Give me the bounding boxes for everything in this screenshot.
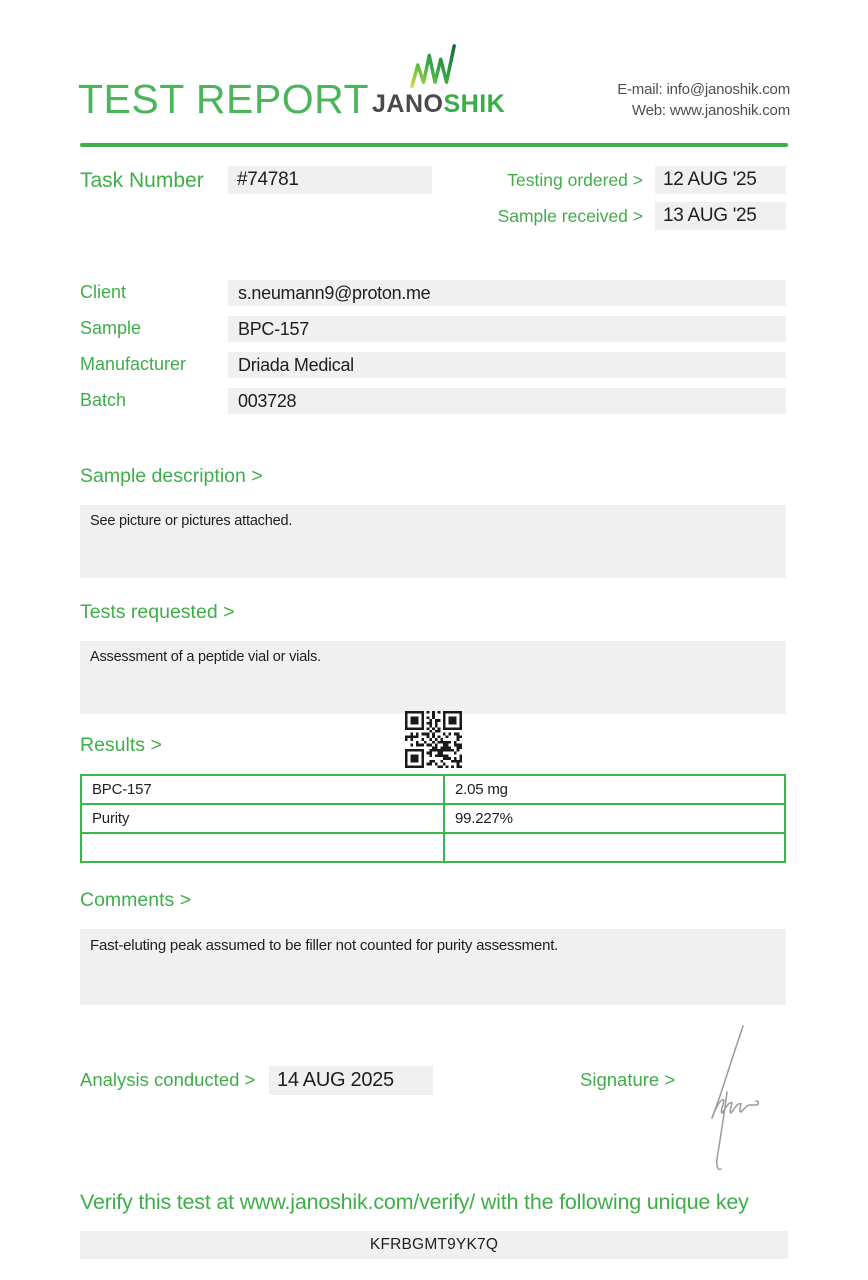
signature-image (693, 1022, 773, 1177)
page-title: TEST REPORT (78, 76, 370, 122)
sample-received-label: Sample received > (497, 205, 643, 226)
testing-ordered-label: Testing ordered > (507, 169, 643, 190)
verify-instruction: Verify this test at www.janoshik.com/verify/ with the following unique key (80, 1190, 749, 1214)
result-value-cell (444, 833, 785, 862)
table-row (81, 804, 785, 833)
header-divider (80, 143, 788, 147)
results-table (80, 774, 786, 863)
janoshik-logo (372, 42, 506, 119)
task-number-label: Task Number (80, 169, 204, 192)
detail-row-client (80, 280, 786, 306)
signature-label: Signature > (580, 1069, 676, 1090)
result-name-cell: Purity (81, 804, 444, 833)
client-label: Client (80, 282, 127, 302)
manufacturer-value: Driada Medical (228, 352, 786, 378)
result-name-cell (81, 833, 444, 862)
detail-row-manufacturer (80, 352, 786, 378)
tests-requested-body: Assessment of a peptide vial or vials. (80, 641, 786, 714)
logo-chart-icon (404, 42, 466, 88)
task-number-value: #74781 (228, 166, 432, 194)
contact-email: E-mail: info@janoshik.com (617, 81, 790, 98)
qr-code-icon (405, 711, 462, 768)
batch-value: 003728 (228, 388, 786, 414)
unique-key-value: KFRBGMT9YK7Q (80, 1231, 788, 1259)
sample-value: BPC-157 (228, 316, 786, 342)
analysis-conducted-label: Analysis conducted > (80, 1069, 256, 1090)
detail-row-batch (80, 388, 786, 414)
sample-description-body: See picture or pictures attached. (80, 505, 786, 578)
sample-label: Sample (80, 318, 142, 338)
manufacturer-label: Manufacturer (80, 354, 187, 374)
table-row (81, 775, 785, 804)
logo-wordmark (372, 90, 506, 119)
table-row (81, 833, 785, 862)
meta-dates (470, 166, 786, 230)
comments-body: Fast-eluting peak assumed to be filler not counted for purity assessment. (80, 929, 786, 1005)
analysis-date-value: 14 AUG 2025 (269, 1066, 433, 1095)
batch-label: Batch (80, 390, 127, 410)
result-value-cell: 99.227% (444, 804, 785, 833)
result-value-cell: 2.05 mg (444, 775, 785, 804)
comments-heading: Comments > (80, 889, 192, 911)
contact-block (617, 79, 790, 121)
testing-ordered-value: 12 AUG '25 (655, 166, 786, 194)
tests-requested-heading: Tests requested > (80, 601, 235, 623)
sample-received-value: 13 AUG '25 (655, 202, 786, 230)
logo-text-shik: SHIK (443, 90, 506, 118)
result-name-cell: BPC-157 (81, 775, 444, 804)
client-value: s.neumann9@proton.me (228, 280, 786, 306)
contact-web: Web: www.janoshik.com (631, 102, 790, 119)
detail-rows (80, 280, 786, 424)
logo-text-jano: JANO (372, 90, 444, 118)
results-heading: Results > (80, 734, 162, 756)
detail-row-sample (80, 316, 786, 342)
sample-description-heading: Sample description > (80, 465, 263, 487)
